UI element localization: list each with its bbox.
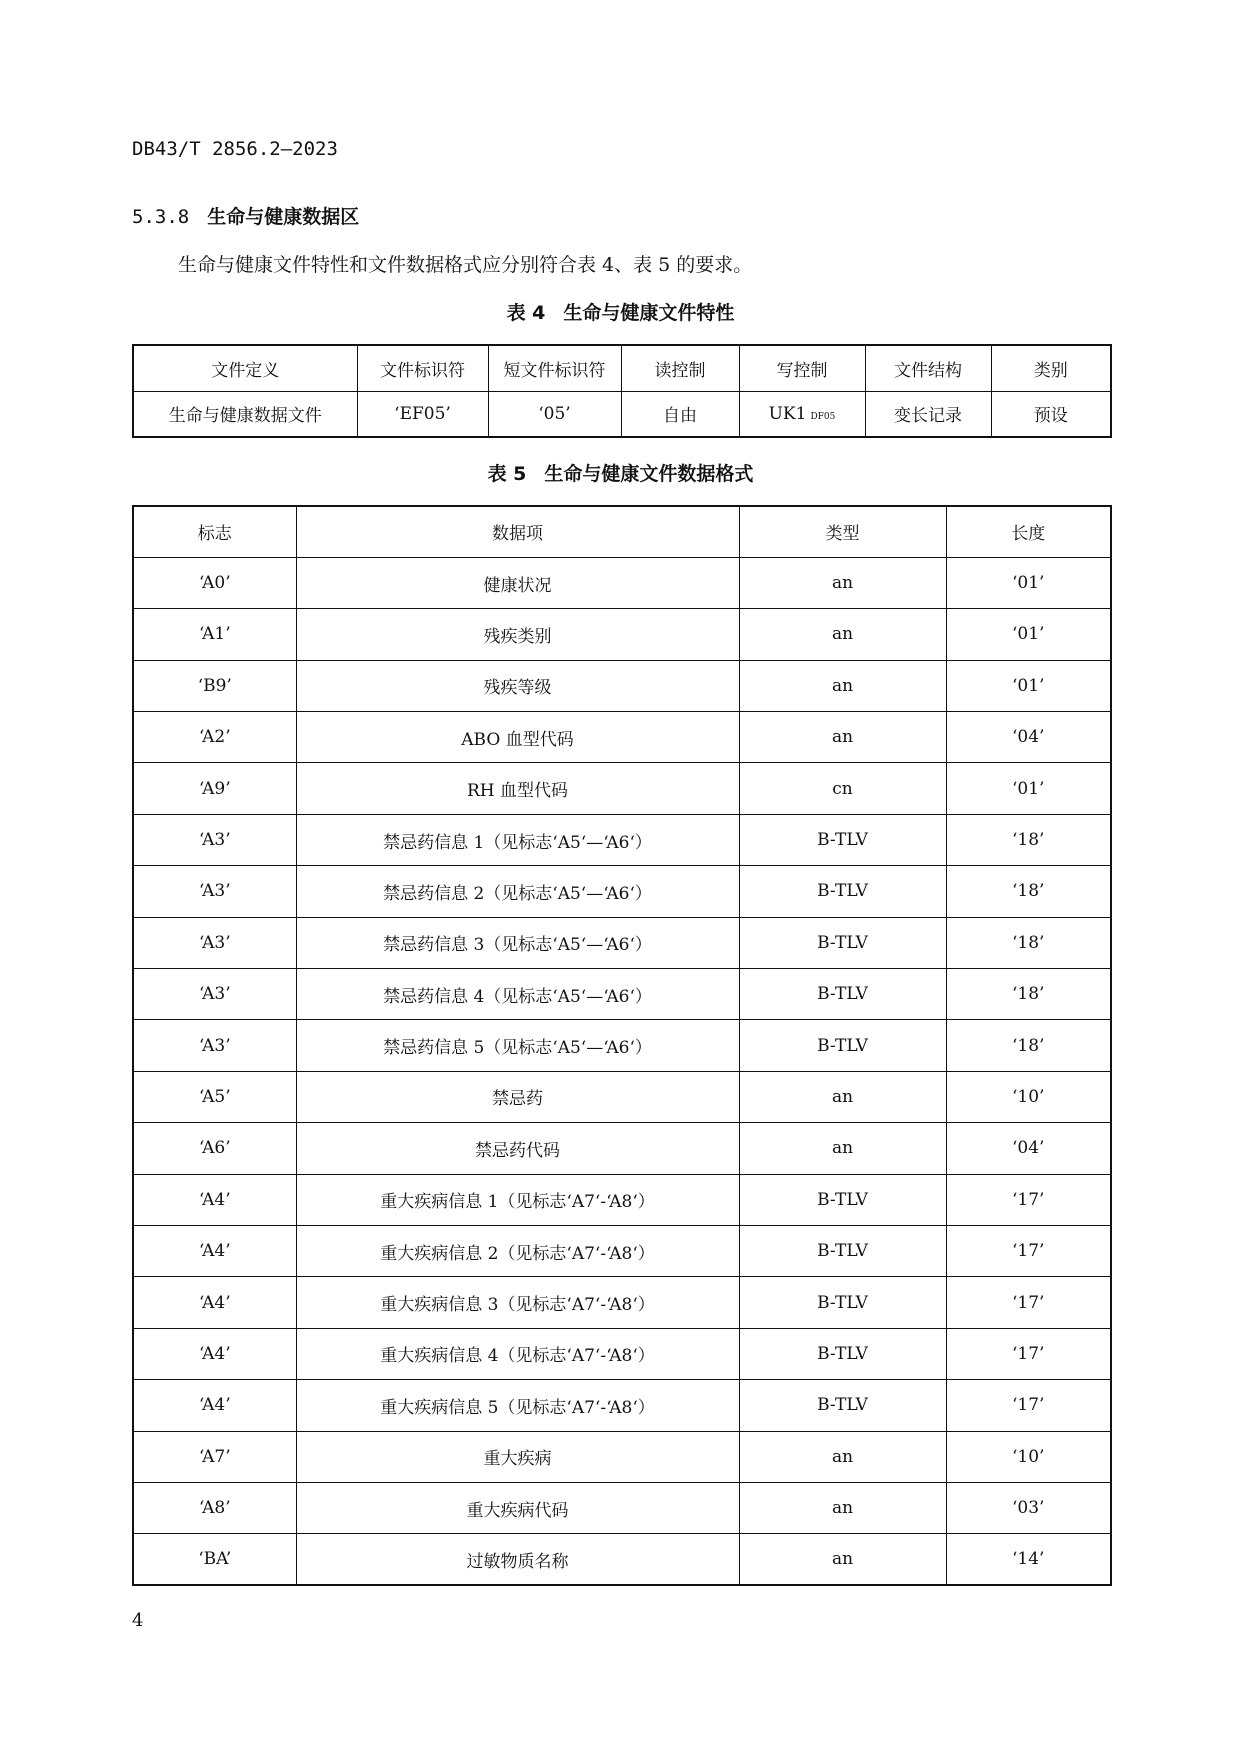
tag-cell: ‘A4’ <box>133 1380 296 1431</box>
header-cell: 文件结构 <box>865 345 991 391</box>
type-cell: B-TLV <box>739 917 946 968</box>
table-row <box>133 609 1111 660</box>
write-control-main: UK1 <box>768 403 807 424</box>
length-cell: ‘18’ <box>946 1020 1111 1071</box>
file-structure-cell: 变长记录 <box>865 391 991 437</box>
table-row <box>133 1020 1111 1071</box>
file-definition-cell: 生命与健康数据文件 <box>133 391 357 437</box>
header-cell: 类别 <box>991 345 1111 391</box>
section-title: 生命与健康数据区 <box>207 206 360 228</box>
type-cell: an <box>739 1482 946 1533</box>
type-cell: B-TLV <box>739 1380 946 1431</box>
table-row <box>133 712 1111 763</box>
tag-cell: ‘A4’ <box>133 1225 296 1276</box>
length-cell: ‘03’ <box>946 1482 1111 1533</box>
type-cell: an <box>739 1431 946 1482</box>
data-item-cell: 残疾类别 <box>296 609 739 660</box>
tag-cell: ‘A3’ <box>133 969 296 1020</box>
length-cell: ‘01’ <box>946 609 1111 660</box>
tag-cell: ‘A8’ <box>133 1482 296 1533</box>
data-item-cell: 重大疾病信息 2（见标志‘A7‘-‘A8‘） <box>296 1225 739 1276</box>
data-item-cell: 禁忌药信息 2（见标志‘A5‘—‘A6‘） <box>296 866 739 917</box>
type-cell: B-TLV <box>739 1225 946 1276</box>
tag-cell: ‘B9’ <box>133 660 296 711</box>
length-cell: ‘17’ <box>946 1174 1111 1225</box>
type-cell: B-TLV <box>739 1277 946 1328</box>
data-item-cell: 过敏物质名称 <box>296 1534 739 1585</box>
table-row <box>133 1123 1111 1174</box>
length-cell: ‘17’ <box>946 1328 1111 1379</box>
header-cell: 数据项 <box>296 506 739 557</box>
data-item-cell: ABO 血型代码 <box>296 712 739 763</box>
data-item-cell: 禁忌药 <box>296 1071 739 1122</box>
type-cell: B-TLV <box>739 1020 946 1071</box>
type-cell: B-TLV <box>739 814 946 865</box>
data-item-cell: 重大疾病信息 3（见标志‘A7‘-‘A8‘） <box>296 1277 739 1328</box>
length-cell: ‘01’ <box>946 557 1111 608</box>
table-header-row <box>133 345 1111 391</box>
data-item-cell: 重大疾病 <box>296 1431 739 1482</box>
table-row <box>133 1431 1111 1482</box>
length-cell: ‘14’ <box>946 1534 1111 1585</box>
write-control-cell <box>739 391 865 437</box>
body-paragraph: 生命与健康文件特性和文件数据格式应分别符合表 4、表 5 的要求。 <box>178 254 753 276</box>
data-item-cell: 禁忌药信息 1（见标志‘A5‘—‘A6‘） <box>296 814 739 865</box>
type-cell: B-TLV <box>739 969 946 1020</box>
tag-cell: ‘A4’ <box>133 1277 296 1328</box>
type-cell: B-TLV <box>739 866 946 917</box>
table-header-row <box>133 506 1111 557</box>
table-row <box>133 866 1111 917</box>
section-number: 5.3.8 <box>132 206 190 228</box>
data-item-cell: 禁忌药信息 3（见标志‘A5‘—‘A6‘） <box>296 917 739 968</box>
data-item-cell: 健康状况 <box>296 557 739 608</box>
table-row <box>133 1482 1111 1533</box>
length-cell: ‘18’ <box>946 917 1111 968</box>
type-cell: an <box>739 609 946 660</box>
data-item-cell: 重大疾病信息 5（见标志‘A7‘-‘A8‘） <box>296 1380 739 1431</box>
type-cell: an <box>739 557 946 608</box>
table-row <box>133 1380 1111 1431</box>
length-cell: ‘01’ <box>946 763 1111 814</box>
tag-cell: ‘A3’ <box>133 866 296 917</box>
table-row <box>133 1225 1111 1276</box>
tag-cell: ‘A3’ <box>133 917 296 968</box>
length-cell: ‘17’ <box>946 1225 1111 1276</box>
tag-cell: ‘A1’ <box>133 609 296 660</box>
short-file-id-cell: ‘05’ <box>488 391 621 437</box>
table5-title: 生命与健康文件数据格式 <box>544 463 754 485</box>
header-cell: 标志 <box>133 506 296 557</box>
length-cell: ‘18’ <box>946 969 1111 1020</box>
data-format-table <box>132 505 1112 1586</box>
length-cell: ‘17’ <box>946 1380 1111 1431</box>
type-cell: B-TLV <box>739 1174 946 1225</box>
table-row <box>133 1071 1111 1122</box>
length-cell: ‘18’ <box>946 866 1111 917</box>
data-item-cell: 禁忌药信息 4（见标志‘A5‘—‘A6‘） <box>296 969 739 1020</box>
type-cell: an <box>739 712 946 763</box>
tag-cell: ‘A3’ <box>133 814 296 865</box>
type-cell: an <box>739 1534 946 1585</box>
read-control-cell: 自由 <box>621 391 739 437</box>
header-cell: 写控制 <box>739 345 865 391</box>
table-row <box>133 1534 1111 1585</box>
file-characteristics-table <box>132 344 1112 438</box>
page-number: 4 <box>132 1610 144 1631</box>
type-cell: an <box>739 660 946 711</box>
table-row <box>133 557 1111 608</box>
header-cell: 短文件标识符 <box>488 345 621 391</box>
table4-label: 表 4 <box>506 302 546 324</box>
file-id-cell: ‘EF05’ <box>357 391 488 437</box>
table4-title: 生命与健康文件特性 <box>563 302 735 324</box>
header-cell: 文件标识符 <box>357 345 488 391</box>
document-code: DB43/T 2856.2—2023 <box>132 138 338 160</box>
tag-cell: ‘A5’ <box>133 1071 296 1122</box>
length-cell: ‘17’ <box>946 1277 1111 1328</box>
tag-cell: ‘A6’ <box>133 1123 296 1174</box>
header-cell: 类型 <box>739 506 946 557</box>
table-row <box>133 1174 1111 1225</box>
table-row <box>133 660 1111 711</box>
header-cell: 读控制 <box>621 345 739 391</box>
length-cell: ‘01’ <box>946 660 1111 711</box>
table5-caption <box>0 459 1241 486</box>
length-cell: ‘04’ <box>946 1123 1111 1174</box>
type-cell: an <box>739 1071 946 1122</box>
tag-cell: ‘A4’ <box>133 1174 296 1225</box>
table-row <box>133 969 1111 1020</box>
data-item-cell: 重大疾病信息 1（见标志‘A7‘-‘A8‘） <box>296 1174 739 1225</box>
header-cell: 长度 <box>946 506 1111 557</box>
type-cell: an <box>739 1123 946 1174</box>
tag-cell: ‘A3’ <box>133 1020 296 1071</box>
category-cell: 预设 <box>991 391 1111 437</box>
table-row <box>133 391 1111 437</box>
tag-cell: ‘A0’ <box>133 557 296 608</box>
tag-cell: ‘A7’ <box>133 1431 296 1482</box>
tag-cell: ‘A2’ <box>133 712 296 763</box>
header-cell: 文件定义 <box>133 345 357 391</box>
table-row <box>133 917 1111 968</box>
type-cell: cn <box>739 763 946 814</box>
data-item-cell: 重大疾病代码 <box>296 1482 739 1533</box>
length-cell: ‘10’ <box>946 1431 1111 1482</box>
length-cell: ‘10’ <box>946 1071 1111 1122</box>
data-item-cell: 禁忌药信息 5（见标志‘A5‘—‘A6‘） <box>296 1020 739 1071</box>
tag-cell: ‘A9’ <box>133 763 296 814</box>
type-cell: B-TLV <box>739 1328 946 1379</box>
table5-label: 表 5 <box>487 463 527 485</box>
data-item-cell: 禁忌药代码 <box>296 1123 739 1174</box>
tag-cell: ‘BA’ <box>133 1534 296 1585</box>
table-row <box>133 763 1111 814</box>
data-item-cell: 残疾等级 <box>296 660 739 711</box>
table-row <box>133 1328 1111 1379</box>
table-row <box>133 814 1111 865</box>
length-cell: ‘04’ <box>946 712 1111 763</box>
table4-caption <box>0 298 1241 325</box>
section-heading <box>132 202 359 229</box>
length-cell: ‘18’ <box>946 814 1111 865</box>
data-item-cell: RH 血型代码 <box>296 763 739 814</box>
data-item-cell: 重大疾病信息 4（见标志‘A7‘-‘A8‘） <box>296 1328 739 1379</box>
table-row <box>133 1277 1111 1328</box>
write-control-subscript: DF05 <box>810 411 836 422</box>
tag-cell: ‘A4’ <box>133 1328 296 1379</box>
